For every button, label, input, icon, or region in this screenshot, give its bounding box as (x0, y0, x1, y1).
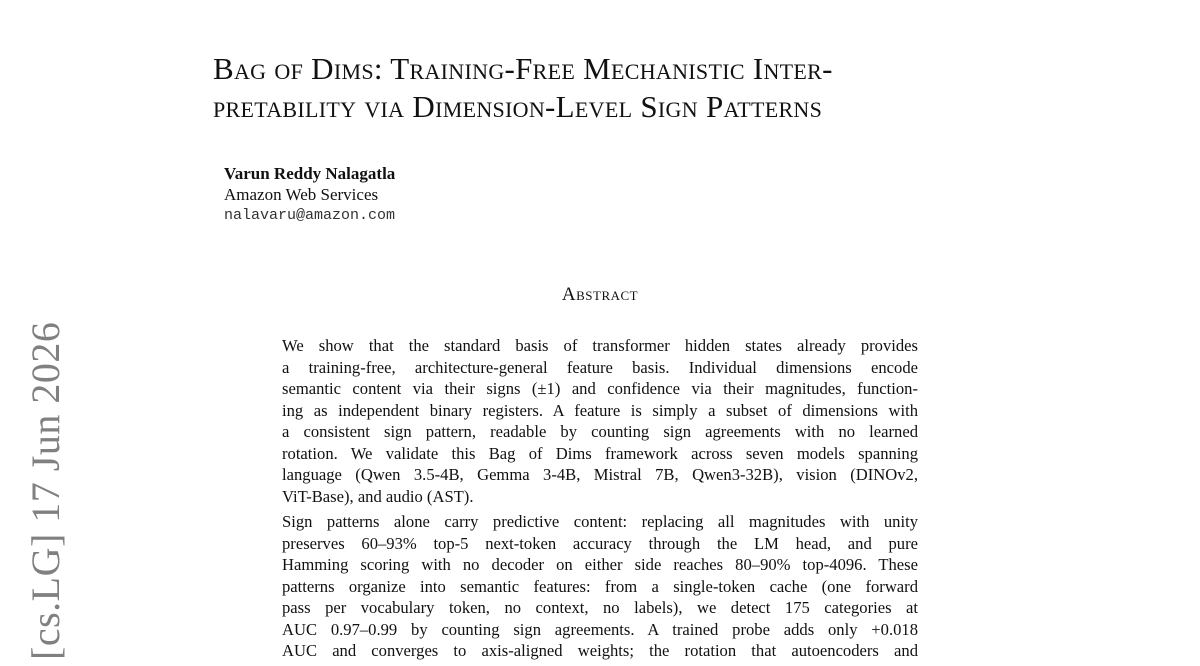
title-line-2: pretability via Dimension-Level Sign Patterns (213, 89, 823, 124)
abstract-line: AUC and converges to axis-aligned weights; the rotation that autoencoders and (282, 641, 918, 660)
abstract-line: patterns organize into semantic features: from a single-token cache (one forward (282, 576, 918, 596)
paper-title (213, 50, 1013, 126)
abstract-line: Sign patterns alone carry predictive content: replacing all magnitudes with unity (282, 512, 918, 531)
author-name: Varun Reddy Nalagatla (224, 164, 396, 183)
abstract-line: rotation. We validate this Bag of Dims framework across seven models spanning (282, 443, 918, 463)
abstract-line: ing as independent binary registers. A feature is simply a subset of dimensions with (282, 400, 918, 420)
abstract-line: We show that the standard basis of transformer hidden states already provides (282, 336, 918, 355)
abstract-paragraph-2 (282, 511, 918, 662)
author-affiliation: Amazon Web Services (224, 185, 379, 204)
abstract-paragraph-1 (282, 335, 918, 507)
abstract-line: language (Qwen 3.5-4B, Gemma 3-4B, Mistral 7B, Qwen3-32B), vision (DINOv2, (282, 465, 918, 484)
abstract-body (282, 335, 918, 666)
abstract-line: pass per vocabulary token, no context, no labels), we detect 175 categories at (282, 598, 918, 617)
abstract-line: ViT-Base), and audio (AST). (282, 486, 474, 506)
author-block (224, 163, 395, 226)
abstract-line: a consistent sign pattern, readable by counting sign agreements with no learned (282, 422, 918, 441)
title-line-1: Bag of Dims: Training-Free Mechanistic Inter- (213, 51, 833, 86)
abstract-heading: Abstract (561, 284, 639, 305)
abstract-line: AUC 0.97–0.99 by counting sign agreements. A trained probe adds only +0.018 (282, 619, 918, 639)
author-email[interactable]: nalavaru@amazon.com (224, 207, 396, 224)
abstract-line: semantic content via their signs (±1) and confidence via their magnitudes, function- (282, 379, 918, 398)
abstract-line: a training-free, architecture-general feature basis. Individual dimensions encode (282, 357, 918, 377)
abstract-line: Hamming scoring with no decoder on either side reaches 80–90% top-4096. These (282, 555, 918, 574)
arxiv-stamp: [cs.LG] 17 Jun 2026 (23, 321, 68, 660)
abstract-line: preserves 60–93% top-5 next-token accuracy through the LM head, and pure (282, 533, 918, 553)
